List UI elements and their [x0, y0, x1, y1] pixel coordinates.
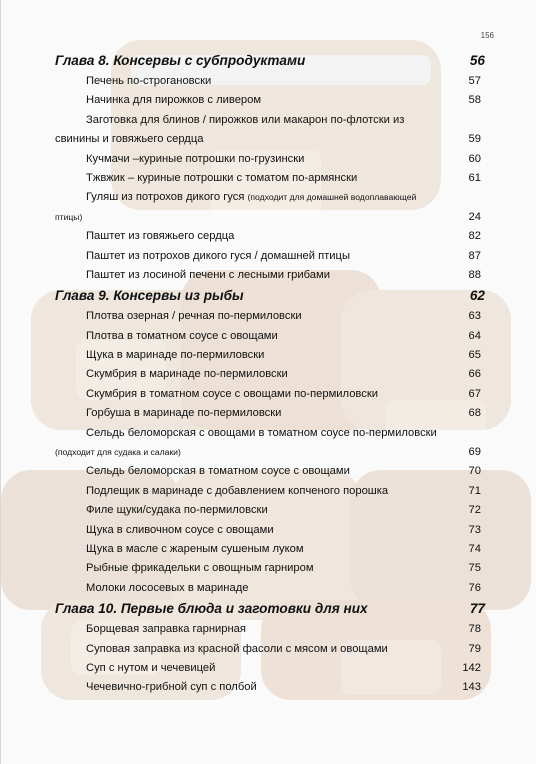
entry-title: Подлещик в маринаде с добавлением копченого порошка — [86, 484, 389, 497]
toc-entry — [55, 111, 487, 130]
entry-page: 59 — [468, 133, 481, 146]
entry-title-continuation: свинины и говяжьего сердца — [55, 133, 204, 146]
table-of-contents — [55, 50, 487, 698]
toc-entry — [55, 640, 487, 659]
entry-page: 67 — [468, 387, 481, 400]
entry-page: 24 — [468, 210, 481, 223]
entry-title: Паштет из говяжьего сердца — [86, 230, 235, 243]
entry-title: Борщевая заправка гарнирная — [86, 623, 246, 636]
entry-title: Горбуша в маринаде по-пермиловски — [86, 407, 282, 420]
entry-page: 76 — [468, 581, 481, 594]
entry-title: Суп с нутом и чечевицей — [86, 661, 216, 674]
entry-title: Молоки лососевых в маринаде — [86, 581, 249, 594]
toc-entry — [55, 72, 487, 91]
chapter-page: 56 — [469, 53, 485, 68]
entry-page: 60 — [468, 152, 481, 165]
page-number: 156 — [480, 31, 494, 40]
toc-entry — [55, 462, 487, 481]
entry-page: 143 — [462, 681, 481, 694]
toc-entry — [55, 521, 487, 540]
toc-entry — [55, 620, 487, 639]
toc-entry — [55, 150, 487, 169]
toc-entry — [55, 385, 487, 404]
toc-entry — [55, 247, 487, 266]
entry-title: Суповая заправка из красной фасоли с мясом и овощами — [86, 642, 388, 655]
entry-page: 70 — [468, 465, 481, 478]
entry-page: 88 — [468, 268, 481, 281]
entry-page: 65 — [468, 349, 481, 362]
entry-title: Сельдь беломорская в томатном соусе с овощами — [86, 465, 350, 478]
entry-title: Начинка для пирожков с ливером — [86, 94, 262, 107]
entry-page: 63 — [468, 310, 481, 323]
toc-entry — [55, 307, 487, 326]
entry-page: 57 — [468, 75, 481, 87]
entry-page: 79 — [468, 642, 481, 655]
chapter-title: Глава 8. Консервы с субпродуктами — [55, 53, 306, 68]
entry-title: Паштет из потрохов дикого гуся / домашней птицы — [86, 249, 351, 262]
toc-entry — [55, 188, 487, 207]
entry-title: Гуляш из потрохов дикого гуся — [86, 191, 245, 204]
entry-title: Чечевично-грибной суп с полбой — [86, 681, 257, 694]
toc-entry — [55, 540, 487, 559]
entry-page: 61 — [468, 171, 481, 184]
toc-entry — [55, 678, 487, 697]
entry-page: 87 — [468, 249, 481, 262]
entry-page: 69 — [468, 446, 481, 459]
toc-entry — [55, 169, 487, 188]
entry-title: Заготовка для блинов / пирожков или макарон по-флотски из — [86, 113, 405, 126]
entry-page: 72 — [468, 504, 481, 517]
toc-entry — [55, 659, 487, 678]
entry-title: Скумбрия в томатном соусе с овощами по-пермиловски — [86, 387, 378, 400]
entry-title: Скумбрия в маринаде по-пермиловски — [86, 368, 288, 381]
entry-note-continuation: (подходит для судака и салаки) — [55, 447, 181, 458]
entry-title: Рыбные фрикадельки с овощным гарниром — [86, 562, 314, 575]
toc-entry-continuation — [55, 443, 487, 462]
entry-page: 142 — [462, 661, 481, 674]
entry-page: 75 — [468, 562, 481, 575]
chapter-heading — [55, 598, 487, 620]
toc-entry — [55, 227, 487, 246]
entry-page: 68 — [468, 407, 481, 420]
entry-page: 82 — [468, 230, 481, 243]
entry-page: 78 — [468, 623, 481, 636]
toc-entry — [55, 266, 487, 285]
entry-title: Щука в масле с жареным сушеным луком — [86, 542, 304, 555]
chapter-heading — [55, 285, 487, 307]
entry-page: 66 — [468, 368, 481, 381]
entry-page: 73 — [468, 523, 481, 536]
entry-title: Филе щуки/судака по-пермиловски — [86, 504, 268, 517]
entry-title: Плотва в томатном соусе с овощами — [86, 329, 278, 342]
toc-entry — [55, 559, 487, 578]
toc-entry — [55, 404, 487, 423]
toc-entry — [55, 327, 487, 346]
toc-entry — [55, 579, 487, 598]
toc-entry — [55, 501, 487, 520]
entry-title: Печень по-строгановски — [86, 75, 212, 87]
entry-page: 58 — [468, 94, 481, 107]
entry-page: 71 — [468, 484, 481, 497]
entry-title: Щука в маринаде по-пермиловски — [86, 349, 265, 362]
entry-page: 64 — [468, 329, 481, 342]
toc-entry-continuation — [55, 208, 487, 227]
chapter-page: 62 — [469, 288, 485, 304]
toc-entry — [55, 424, 487, 443]
entry-title: Щука в сливочном соусе с овощами — [86, 523, 274, 536]
toc-entry-continuation — [55, 130, 487, 149]
entry-title: Кучмачи –куриные потрошки по-грузински — [86, 152, 305, 165]
chapter-title: Глава 10. Первые блюда и заготовки для них — [55, 601, 368, 617]
chapter-title: Глава 9. Консервы из рыбы — [55, 288, 244, 304]
entry-page: 74 — [468, 542, 481, 555]
toc-entry — [55, 91, 487, 110]
toc-entry — [55, 482, 487, 501]
entry-title: Тжвжик – куриные потрошки с томатом по-армянски — [86, 171, 358, 184]
entry-title: Паштет из лосиной печени с лесными грибами — [86, 268, 330, 281]
chapter-page: 77 — [469, 601, 485, 617]
toc-entry — [55, 365, 487, 384]
entry-title: Плотва озерная / речная по-пермиловски — [86, 310, 302, 323]
entry-title: Сельдь беломорская с овощами в томатном соусе по-пермиловски — [86, 426, 437, 439]
chapter-heading — [55, 50, 487, 72]
entry-note: (подходит для домашней водоплавающей — [247, 192, 417, 203]
entry-note-continuation: птицы) — [55, 211, 83, 222]
toc-entry — [55, 346, 487, 365]
